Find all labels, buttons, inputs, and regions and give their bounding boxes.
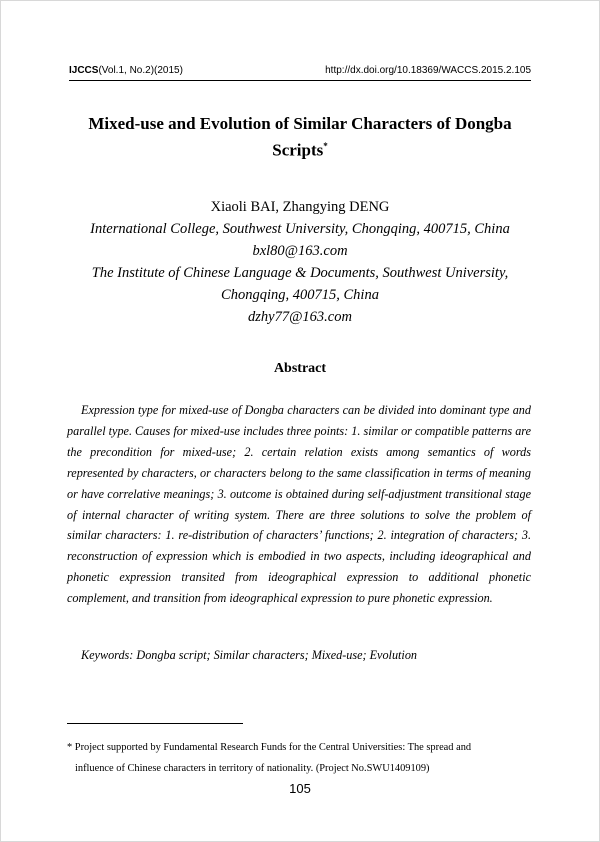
running-header xyxy=(69,65,531,79)
footnote-rule xyxy=(67,723,243,724)
affiliation-2-line1: The Institute of Chinese Language & Documents, Southwest University, xyxy=(91,265,509,281)
footnote-line-1: * Project supported by Fundamental Research Funds for the Central Universities: The spread and xyxy=(67,742,472,753)
keywords: Keywords: Dongba script; Similar characters; Mixed-use; Evolution xyxy=(81,648,418,662)
journal-citation xyxy=(69,65,183,76)
journal-issue: (Vol.1, No.2)(2015) xyxy=(98,65,183,76)
paper-title xyxy=(60,113,540,162)
abstract-body: Expression type for mixed-use of Dongba characters can be divided into dominant type and parallel type. Causes for mixed-use includes three points: 1. similar or compatible patterns are the precondition for mixed-use; 2. certain relation exists among semantics of words represented by characters, or characters belong to the same classification in terms of meaning or have correlative meanings; 3. outcome is obtained during self-adjustment transitional stage of internal character of writing system. There are three solutions to solve the problem of similar characters: 1. re-distribution of characters’ functions; 2. integration of characters; 3. reconstruction of expression which is embodied in two aspects, including ideographical and phonetic expression transited from ideographical expression to additional phonetic complement, and transition from ideographical expression to pure phonetic expression. xyxy=(67,403,531,606)
footnote xyxy=(67,737,531,779)
title-text: Mixed-use and Evolution of Similar Characters of Dongba Scripts xyxy=(88,114,512,160)
header-rule xyxy=(69,80,531,81)
title-footnote-marker: * xyxy=(323,141,328,151)
affiliation-1: International College, Southwest University, Chongqing, 400715, China xyxy=(90,221,510,237)
abstract-heading: Abstract xyxy=(273,361,327,376)
affiliation-2-line2: Chongqing, 400715, China xyxy=(221,287,379,303)
journal-abbrev: IJCCS xyxy=(69,65,99,76)
author-block xyxy=(60,196,540,328)
email-2[interactable]: dzhy77@163.com xyxy=(248,309,352,325)
doi-link[interactable]: http://dx.doi.org/10.18369/WACCS.2015.2.105 xyxy=(325,65,531,76)
footnote-line-2: influence of Chinese characters in territory of nationality. (Project No.SWU1409109) xyxy=(75,763,430,774)
email-1[interactable]: bxl80@163.com xyxy=(252,243,348,259)
page-number: 105 xyxy=(289,781,311,796)
author-names: Xiaoli BAI, Zhangying DENG xyxy=(210,199,390,215)
